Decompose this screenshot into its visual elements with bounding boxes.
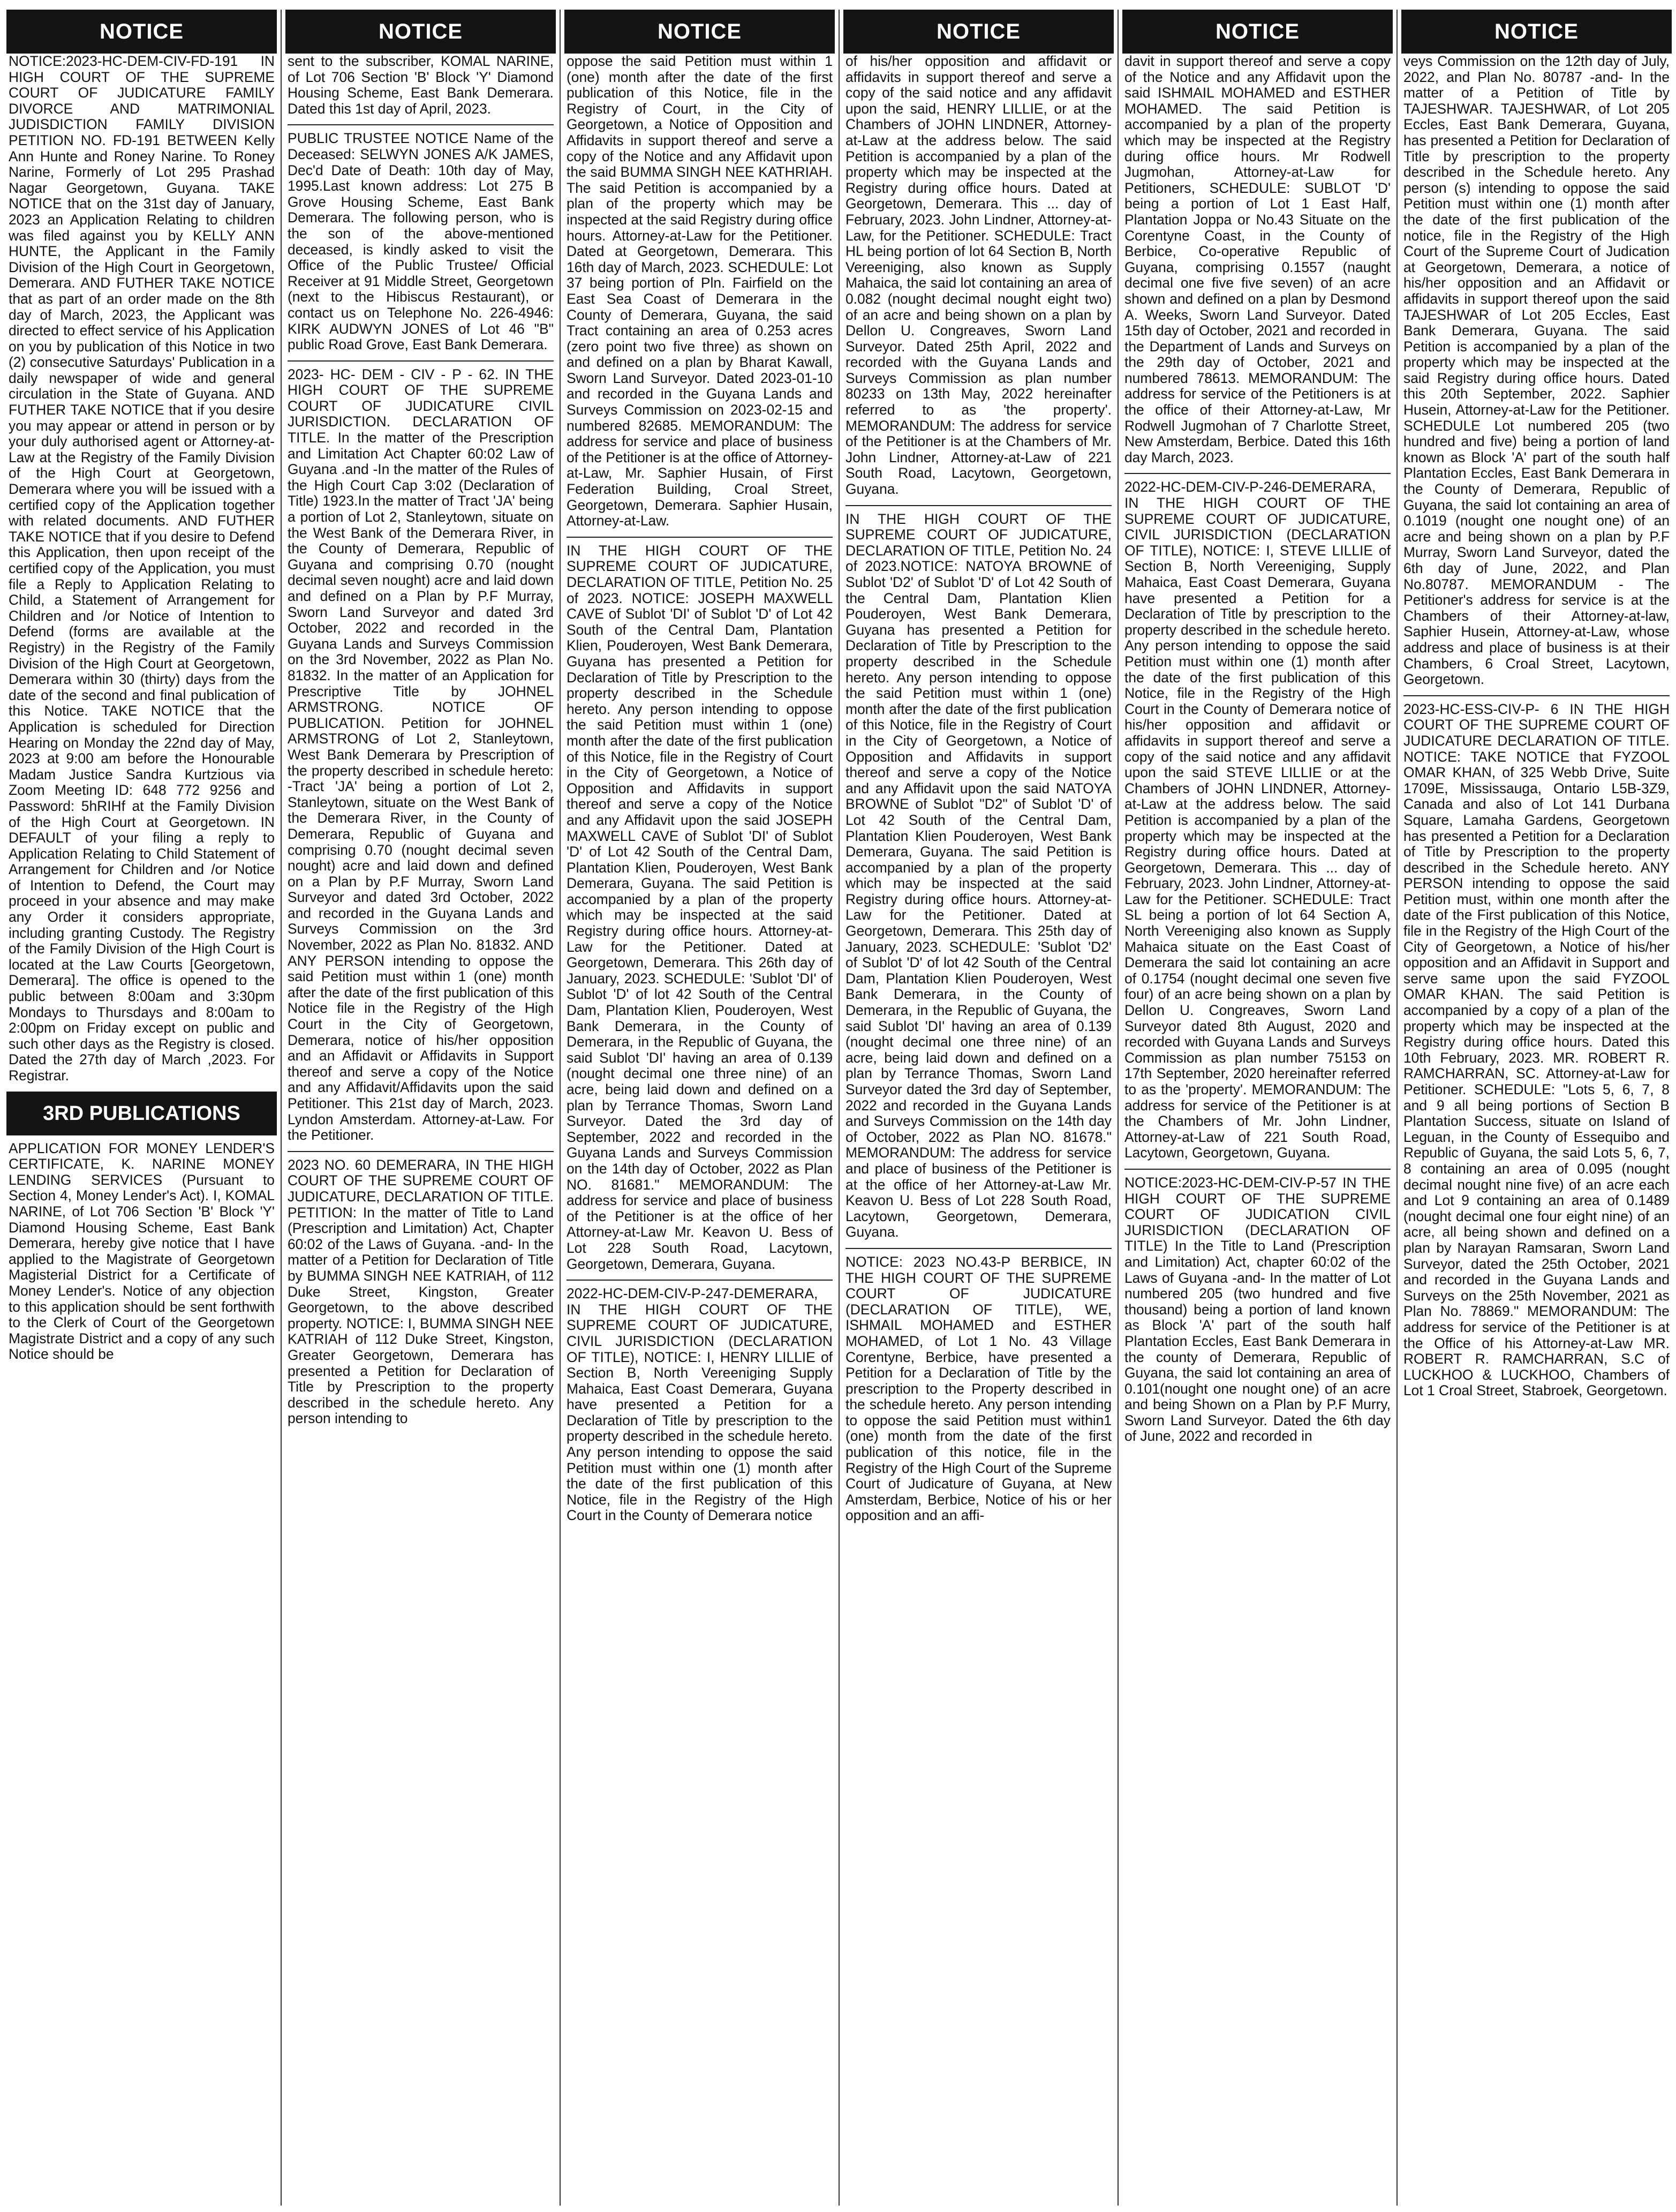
column-header: NOTICE (285, 10, 556, 54)
notice-text: APPLICATION FOR MONEY LENDER'S CERTIFICATE, K. NARINE MONEY LENDING SERVICES (Pursuant to Section 4, Money Lender's Act). I, KOMAL NARINE, of Lot 706 Section 'B' Block 'Y' Diamond Housing Scheme, East Bank Demerara, hereby give notice that I have applied to the Magistrate of Georgetown Magisterial District for a Certificate of Money Lender's. Notice of any objection to this application should be sent forthwith to the Clerk of Court of the Georgetown Magistrate District and a copy of any such Notice should be (9, 1140, 275, 1363)
column-body (6, 54, 277, 1084)
notice-divider (288, 124, 554, 125)
notice-divider (1124, 473, 1391, 474)
notice-divider (845, 505, 1112, 506)
notice-text: NOTICE:2023-HC-DEM-CIV-P-57 IN THE HIGH COURT OF THE SUPREME COURT OF JUDICATION CIVIL JURISDICTION (DECLARATION OF TITLE) In the Title to Land (Prescription and Limitation) Act, chapter 60:02 of the Laws of Guyana -and- In the matter of Lot numbered 205 (two hundred and five thousand) being a portion of land known as Block 'A' part of the south half Plantation Eccles, East Bank Demerara in the county of Demerara, Republic of Guyana, the said lot containing an area of 0.101(nought one nought one) of an acre and being Shown on a Plan by P.F Murry, Sworn Land Surveyor. Dated the 6th day of June, 2022 and recorded in (1124, 1174, 1391, 1444)
notice-column-1 (6, 10, 277, 2206)
notice-text: 2022-HC-DEM-CIV-P-247-DEMERARA, IN THE HIGH COURT OF THE SUPREME COURT OF JUDICATURE, CIVIL JURISDICTION (DECLARATION OF TITLE), NOTICE: I, HENRY LILLIE of Section B, North Vereeniging Supply Mahaica, East Coast Demerara, Guyana have presented a Petition for a Declaration of Title by prescription to the property described in the schedule hereto. Any person intending to oppose the said Petition must within one (1) month after the date of the first publication of this Notice, file in the Registry of the High Court in the County of Demerara notice (567, 1285, 833, 1524)
notice-text: of his/her opposition and affidavit or affidavits in support thereof and serve a copy of the said notice and any affidavit upon the said, HENRY LILLIE, or at the Chambers of JOHN LINDNER, Attorney-at-Law at the address below. The said Petition is accompanied by a plan of the property which may be inspected at the Registry during office hours. Dated at Georgetown, Demerara. This ... day of February, 2023. John Lindner, Attorney-at-Law, for the Petitioner. SCHEDULE: Tract HL being portion of lot 64 Section B, North Vereeniging, also known as Supply Mahaica, the said lot containing an area of 0.082 (nought decimal nought eight two) of an acre and being shown on a plan by Dellon U. Congreaves, Sworn Land Surveyor. Dated 25th April, 2022 and recorded with the Guyana Lands and Surveys Commission as plan number 80233 on 13th May, 2022 hereinafter referred to as 'the property'. MEMORANDUM: The address for service of the Petitioner is at the Chambers of Mr. John Lindner, Attorney-at-Law of 221 South Road, Lacytown, Georgetown, Guyana. (845, 53, 1112, 498)
notice-text: sent to the subscriber, KOMAL NARINE, of Lot 706 Section 'B' Block 'Y' Diamond Housing Scheme, East Bank Demerara. Dated this 1st day of April, 2023. (288, 53, 554, 117)
column-header: NOTICE (564, 10, 835, 54)
notice-column-4 (843, 10, 1114, 2206)
notice-divider (288, 360, 554, 362)
column-header: NOTICE (1122, 10, 1393, 54)
column-body (6, 1141, 277, 1363)
column-divider (1396, 10, 1398, 2206)
section-header: 3RD PUBLICATIONS (6, 1092, 277, 1135)
notice-divider (567, 1280, 833, 1281)
column-body (1401, 54, 1672, 1399)
column-body (564, 54, 835, 1524)
notice-text: oppose the said Petition must within 1 (one) month after the date of the first publication of this Notice, file in the Registry of Court, in the City of Georgetown, a Notice of Opposition and Affidavits in support thereof and serve a copy of the Notice and any Affidavit upon the said BUMMA SINGH NEE KATHRIAH. The said Petition is accompanied by a plan of the property which may be inspected at the said Registry during office hours. Attorney-at-Law for the Petitioner. Dated at Georgetown, Demerara. This 16th day of March, 2023. SCHEDULE: Lot 37 being portion of Pln. Fairfield on the East Sea Coast of Demerara in the County of Demerara, Guyana, the said Tract containing an area of 0.253 acres (zero point two five three) as shown on and defined on a plan by Bharat Kawall, Sworn Land Surveyor. Dated 2023-01-10 and recorded in the Guyana Lands and Surveys Commission on 2023-02-15 and numbered 82685. MEMORANDUM: The address for service and place of business of the Petitioner is at the office of Attorney-at-Law, Mr. Saphier Husain, of First Federation Building, Croal Street, Georgetown, Demerara. Saphier Husain, Attorney-at-Law. (567, 53, 833, 529)
notice-divider (567, 537, 833, 538)
notice-text: 2023-HC-ESS-CIV-P- 6 IN THE HIGH COURT OF THE SUPREME COURT OF JUDICATURE DECLARATION OF TITLE. NOTICE: TAKE NOTICE that FYZOOL OMAR KHAN, of 325 Webb Drive, Suite 1709E, Mississauga, Ontario L5B-3Z9, Canada and also of Lot 141 Durbana Square, Lamaha Gardens, Georgetown has presented a Petition for a Declaration of Title by Prescription to the property described in the Schedule hereto. ANY PERSON intending to oppose the said Petition must, within one month after the date of the First publication of this Notice, file in the Registry of the High Court of the City of Georgetown, a Notice of his/her opposition and an Affidavit in Support and serve same upon the said FYZOOL OMAR KHAN. The said Petition is accompanied by a copy of a plan of the property which may be inspected at the Registry during office hours. Dated this 10th February, 2023. MR. ROBERT R. RAMCHARRAN, SC. Attorney-at-Law for Petitioner. SCHEDULE: "Lots 5, 6, 7, 8 and 9 all being portions of Section B Plantation Success, situate on Island of Leguan, in the County of Essequibo and Republic of Guyana, the said Lots 5, 6, 7, 8 containing an area of 0.095 (nought decimal nought nine five) of an acre each and Lot 9 containing an area of 0.1489 (nought decimal one four eight nine) of an acre, all being shown and defined on a plan by Narayan Ramsaran, Sworn Land Surveyor, dated the 25th October, 2021 and recorded in the Guyana Lands and Surveys on the 25th November, 2021 as Plan No. 78869." MEMORANDUM: The address for service of the Petitioner is at the Office of his Attorney-at-Law MR. ROBERT R. RAMCHARRAN, S.C of LUCKHOO & LUCKHOO, Chambers of Lot 1 Croal Street, Stabroek, Georgetown. (1403, 701, 1670, 1399)
column-body (843, 54, 1114, 1524)
notice-divider (845, 1248, 1112, 1249)
column-body (285, 54, 556, 1427)
notice-column-5 (1122, 10, 1393, 2206)
notice-divider (1403, 695, 1670, 696)
column-divider (281, 10, 282, 2206)
notice-text: IN THE HIGH COURT OF THE SUPREME COURT OF JUDICATURE, DECLARATION OF TITLE, Petition No. 25 of 2023. NOTICE: JOSEPH MAXWELL CAVE of Sublot 'DI' of Sublot 'D' of Lot 42 South of the Central Dam, Plantation Klien, Pouderoyen, West Bank Demerara, Guyana has presented a Petition for Declaration of Title by Prescription to the property described in the Schedule hereto. Any person intending to oppose the said Petition must within 1 (one) month after the date of the first publication of this Notice, file in the Registry of Court in the City of Georgetown, a Notice of Opposition and Affidavits in support thereof and serve a copy of the Notice and any Affidavit upon the said JOSEPH MAXWELL CAVE of Sublot 'DI' of Sublot 'D' of Lot 42 South of the Central Dam, Plantation Klien, Pouderoyen, West Bank Demerara, Guyana. The said Petition is accompanied by a plan of the property which may be inspected at the said Registry during office hours. Attorney-at-Law for the Petitioner. Dated at Georgetown, Demerara. This 26th day of January, 2023. SCHEDULE: 'Sublot 'DI' of Sublot 'D' of lot 42 South of the Central Dam, Plantation Klien, Pouderoyen, West Bank Demerara, in the County of Demerara, in the Republic of Guyana, the said Sublot 'DI' having an area of 0.139 (nought decimal one three nine) of an acre, being laid down and defined on a plan by Terrance Thomas, Sworn Land Surveyor. Dated the 3rd day of September, 2022 and recorded in the Guyana Lands and Surveys Commission on the 14th day of October, 2022 as Plan NO. 81681." MEMORANDUM: The address for service and place of business of the Petitioner is at the office of her Attorney-at-Law Mr. Keavon U. Bess of Lot 228 South Road, Lacytown, Georgetown, Demerara, Guyana. (567, 542, 833, 1272)
column-divider (560, 10, 561, 2206)
column-body (1122, 54, 1393, 1444)
notice-column-6 (1401, 10, 1672, 2206)
notice-text: 2022-HC-DEM-CIV-P-246-DEMERARA, IN THE HIGH COURT OF THE SUPREME COURT OF JUDICATURE, CIVIL JURISDICTION (DECLARATION OF TITLE), NOTICE: I, STEVE LILLIE of Section B, North Vereeniging, Supply Mahaica, East Coast Demerara, Guyana have presented a Petition for a Declaration of Title by prescription to the property described in the schedule hereto. Any person intending to oppose the said Petition must within one (1) month after the date of the first publication of this Notice, file in the Registry of the High Court in the County of Demerara notice of his/her opposition and affidavit or affidavits in support thereof and serve a copy of the said notice and any affidavit upon the said STEVE LILLIE or at the Chambers of JOHN LINDNER, Attorney-at-Law at the address below. The said Petition is accompanied by a plan of the property which may be inspected at the Registry during office hours. Dated at Georgetown, Demerara. This ... day of February, 2023. John Lindner, Attorney-at-Law for the Petitioner. SCHEDULE: Tract SL being a portion of lot 64 Section A, North Vereeniging also known as Supply Mahaica situate on the East Coast of Demerara the said lot containing an acre of 0.1754 (nought decimal one seven five four) of an acre being shown on a plan by Dellon U. Congreaves, Sworn Land Surveyor dated 8th August, 2020 and recorded with Guyana Lands and Surveys Commission as plan number 75153 on 17th September, 2020 hereinafter referred to as the 'property'. MEMORANDUM: The address for service of the Petitioner is at the Chambers of Mr. John Lindner, Attorney-at-Law of 221 South Road, Lacytown, Georgetown, Guyana. (1124, 479, 1391, 1161)
notice-divider (288, 1151, 554, 1152)
notice-text: NOTICE: 2023 NO.43-P BERBICE, IN THE HIGH COURT OF THE SUPREME COURT OF JUDICATURE (DECLARATION OF TITLE), WE, ISHMAIL MOHAMED and ESTHER MOHAMED, of Lot 1 No. 43 Village Corentyne, Berbice, have presented a Petition for a Declaration of Title by the prescription to the Property described in the schedule hereto. Any person intending to oppose the said Petition must within1 (one) month from the date of the first publication of this notice, file in the Registry of the High Court of the Supreme Court of Judicature of Guyana, at New Amsterdam, Berbice, Notice of his or her opposition and an affi- (845, 1253, 1112, 1524)
notice-text: davit in support thereof and serve a copy of the Notice and any Affidavit upon the said ISHMAIL MOHAMED and ESTHER MOHAMED. The said Petition is accompanied by a plan of the property which may be inspected at the Registry during office hours. Mr Rodwell Jugmohan, Attorney-at-Law for Petitioners, SCHEDULE: SUBLOT 'D' being a portion of Lot 1 East Half, Plantation Joppa or No.43 Situate on the Corentyne Coast, in the County of Berbice, Co-operative Republic of Guyana, comprising 0.1557 (naught decimal one five five seven) of an acre shown and defined on a plan by Desmond A. Weeks, Sworn Land Surveyor. Dated 15th day of October, 2021 and recorded in the Department of Lands and Surveys on the 29th day of October, 2021 and numbered 78613. MEMORANDUM: The address for service of the Petitioners is at the office of their Attorney-at-Law, Mr Rodwell Jugmohan of 7 Charlotte Street, New Amsterdam, Berbice. Dated this 16th day March, 2023. (1124, 53, 1391, 465)
notice-text: 2023 NO. 60 DEMERARA, IN THE HIGH COURT OF THE SUPREME COURT OF JUDICATURE, DECLARATION OF TITLE. PETITION: In the matter of Title to Land (Prescription and Limitation) Act, Chapter 60:02 of the Laws of Guyana. -and- In the matter of a Petition for Declaration of Title by BUMMA SINGH NEE KATRIAH, of 112 Duke Street, Kingston, Greater Georgetown, to the above described property. NOTICE: I, BUMMA SINGH NEE KATRIAH of 112 Duke Street, Kingston, Greater Georgetown, Demerara has presented a Petition for Declaration of Title by Prescription to the property described in the schedule hereto. Any person intending to (288, 1156, 554, 1427)
notice-text: IN THE HIGH COURT OF THE SUPREME COURT OF JUDICATURE, DECLARATION OF TITLE, Petition No. 24 of 2023.NOTICE: NATOYA BROWNE of Sublot 'D2' of Sublot 'D' of Lot 42 South of the Central Dam, Plantation Klien Pouderoyen, West Bank Demerara, Guyana has presented a Petition for Declaration of Title by Prescription to the property described in the Schedule hereto. Any person intending to oppose the said Petition must within 1 (one) month after the date of the first publication of this Notice, file in the Registry of Court in the City of Georgetown, a Notice of Opposition and Affidavits in support thereof and serve a copy of the Notice and any Affidavit upon the said NATOYA BROWNE of Sublot "D2" of Sublot 'D' of Lot 42 South of the Central Dam, Plantation Klien Pouderoyen, West Bank Demerara, Guyana. The said Petition is accompanied by a plan of the property which may be inspected at the said Registry during office hours. Attorney-at-Law for the Petitioner. Dated at Georgetown, Demerara. This 25th day of January, 2023. SCHEDULE: 'Sublot 'D2' of Sublot 'D' of lot 42 South of the Central Dam, Plantation Klien Pouderoyen, West Bank Demerara, in the County of Demerara, in the Republic of Guyana, the said Sublot 'DI' having an area of 0.139 (nought decimal one three nine) of an acre, being laid down and defined on a plan by Terrance Thomas, Sworn Land Surveyor dated the 3rd day of September, 2022 and recorded in the Guyana Lands and Surveys Commission on the 14th day of October, 2022 as Plan NO. 81678." MEMORANDUM: The address for service and place of business of the Petitioner is at the office of her Attorney-at-Law Mr. Keavon U. Bess of Lot 228 South Road, Lacytown, Georgetown, Demerara, Guyana. (845, 510, 1112, 1240)
notice-column-2 (285, 10, 556, 2206)
column-divider (1118, 10, 1119, 2206)
notice-text: 2023- HC- DEM - CIV - P - 62. IN THE HIGH COURT OF THE SUPREME COURT OF JUDICATURE CIVIL JURISDICTION. DECLARATION OF TITLE. In the matter of the Prescription and Limitation Act Chapter 60:02 Law of Guyana .and -In the matter of the Rules of the High Court Cap 3:02 (Declaration of Title) 1923.In the matter of Tract 'JA' being a portion of Lot 2, Stanleytown, situate on the West Bank of the Demerara River, in the County of Demerara, Republic of Guyana and comprising 0.70 (nought decimal seven nought) acre and laid down and defined on a Plan by P.F Murray, Sworn Land Surveyor and dated 3rd October, 2022 and recorded in the Guyana Lands and Surveys Commission on the 3rd November, 2022 as Plan No. 81832. In the matter of an Application for Prescriptive Title by JOHNEL ARMSTRONG. NOTICE OF PUBLICATION. Petition for JOHNEL ARMSTRONG of Lot 2, Stanleytown, West Bank Demerara by Prescription of the property described in schedule hereto: -Tract 'JA' being a portion of Lot 2, Stanleytown, situate on the West Bank of the Demerara River, in the County of Demerara, Republic of Guyana and comprising 0.70 (nought decimal seven nought) acre and laid down and defined on a Plan by P.F Murray, Sworn Land Surveyor and dated 3rd October, 2022 and recorded in the Guyana Lands and Surveys Commission on the 3rd November, 2022 as Plan No. 81832. AND ANY PERSON intending to oppose the said Petition must within 1 (one) month after the date of the first publication of this Notice file in the Registry of the High Court in the City of Georgetown, Demerara, notice of his/her opposition and an Affidavit or Affidavits in Support thereof and serve a copy of the Notice and any Affidavit/Affidavits upon the said Petitioner. This 21st day of March, 2023. Lyndon Amsterdam. Attorney-at-Law. For the Petitioner. (288, 366, 554, 1143)
column-header: NOTICE (1401, 10, 1672, 54)
notice-text: NOTICE:2023-HC-DEM-CIV-FD-191 IN HIGH COURT OF THE SUPREME COURT OF JUDICATURE FAMILY DIVORCE AND MATRIMONIAL JUDISDICTION FAMILY DIVISION PETITION NO. FD-191 BETWEEN Kelly Ann Hunte and Roney Narine. To Roney Narine, Formerly of Lot 295 Prashad Nagar Georgetown, Guyana. TAKE NOTICE that on the 31st day of January, 2023 an Application Relating to children was filed against you by KELLY ANN HUNTE, the Applicant in the Family Division of the High Court in Georgetown, Demerara. AND FUTHER TAKE NOTICE that as part of an order made on the 8th day of March, 2023, the Applicant was directed to effect service of his Application on you by publication of this Notice in two (2) consecutive Saturdays' Publication in a daily newspaper of wide and general circulation in the State of Guyana. AND FUTHER TAKE NOTICE that if you desire you may appear or attend in person or by your duly authorised agent or Attorney-at-Law at the Registry of the Family Division of the High Court at Georgetown, Demerara where you will be issued with a certified copy of the Application together with related documents. AND FUTHER TAKE NOTICE that if you desire to Defend this Application, then upon receipt of the certified copy of the Application, you must file a Reply to Application Relating to Child, a Statement of Arrangement for Children and /or Notice of Intention to Defend (forms are available at the Registry) in the Registry of the Family Division of the High Court at Georgetown, Demerara within 30 (thirty) days from the date of the second and final publication of this Notice. TAKE NOTICE that the Application is scheduled for Direction Hearing on Monday the 22nd day of May, 2023 at 9:00 am before the Honourable Madam Justice Sandra Kurtzious via Zoom Meeting ID: 648 772 9256 and Password: 5hRIHf at the Family Division of the High Court at Georgetown. IN DEFAULT of your filing a reply to Application Relating to Child Statement of Arrangement for Children and /or Notice of Intention to Defend, the Court may proceed in your absence and may make any Order it considers appropriate, including granting Custody. The Registry of the Family Division of the High Court is located at the Law Courts [Georgetown, Demerara]. The office is opened to the public between 8:00am and 3:30pm Mondays to Thursdays and 8:00am to 2:00pm on Friday except on public and such other days as the Registry is closed. Dated the 27th day of March ,2023. For Registrar. (9, 53, 275, 1084)
notice-text: PUBLIC TRUSTEE NOTICE Name of the Deceased: SELWYN JONES A/K JAMES, Dec'd Date of Death: 10th day of May, 1995.Last known address: Lot 275 B Grove Housing Scheme, East Bank Demerara. The following person, who is the son of the above-mentioned deceased, is kindly asked to visit the Office of the Public Trustee/ Official Receiver at 91 Middle Street, Georgetown (next to the Hibiscus Restaurant), or contact us on Telephone No. 226-4946: KIRK AUDWYN JONES of Lot 46 "B" public Road Grove, East Bank Demerara. (288, 130, 554, 353)
notice-text: veys Commission on the 12th day of July, 2022, and Plan No. 80787 -and- In the matter of a Petition of Title by TAJESHWAR. TAJESHWAR, of Lot 205 Eccles, East Bank Demerara, Guyana, has presented a Petition for Declaration of Title by prescription to the property described in the Schedule hereto. Any person (s) intending to oppose the said Petition must within one (1) month after the date of the first publication of the notice, file in the Registry of the High Court of the Supreme Court of Judication at Georgetown, Demerara, a notice of his/her opposition and an Affidavit or affidavits in support thereof upon the said TAJESHWAR of Lot 205 Eccles, East Bank Demerara, Guyana. The said Petition is accompanied by a plan of the property which may be inspected at the said Registry during office hours. Dated this 20th September, 2022. Saphier Husein, Attorney-at-Law for the Petitioner. SCHEDULE Lot numbered 205 (two hundred and five) being a portion of land known as Block 'A' part of the south half Plantation Eccles, East Bank Demerara in the County of Demerara, Republic of Guyana, the said lot containing an area of 0.1019 (nought one nought one) of an acre and being shown on a plan by P.F Murray, Sworn Land Surveyor, dated the 6th day of June, 2022, and Plan No.80787. MEMORANDUM - The Petitioner's address for service is at the Chambers of their Attorney-at-law, Saphier Husein, Attorney-at-Law, whose address and place of business is at their Chambers, 6 Croal Street, Lacytown, Georgetown. (1403, 53, 1670, 688)
notice-column-3 (564, 10, 835, 2206)
column-divider (839, 10, 840, 2206)
column-header: NOTICE (6, 10, 277, 54)
column-header: NOTICE (843, 10, 1114, 54)
notice-divider (1124, 1169, 1391, 1170)
